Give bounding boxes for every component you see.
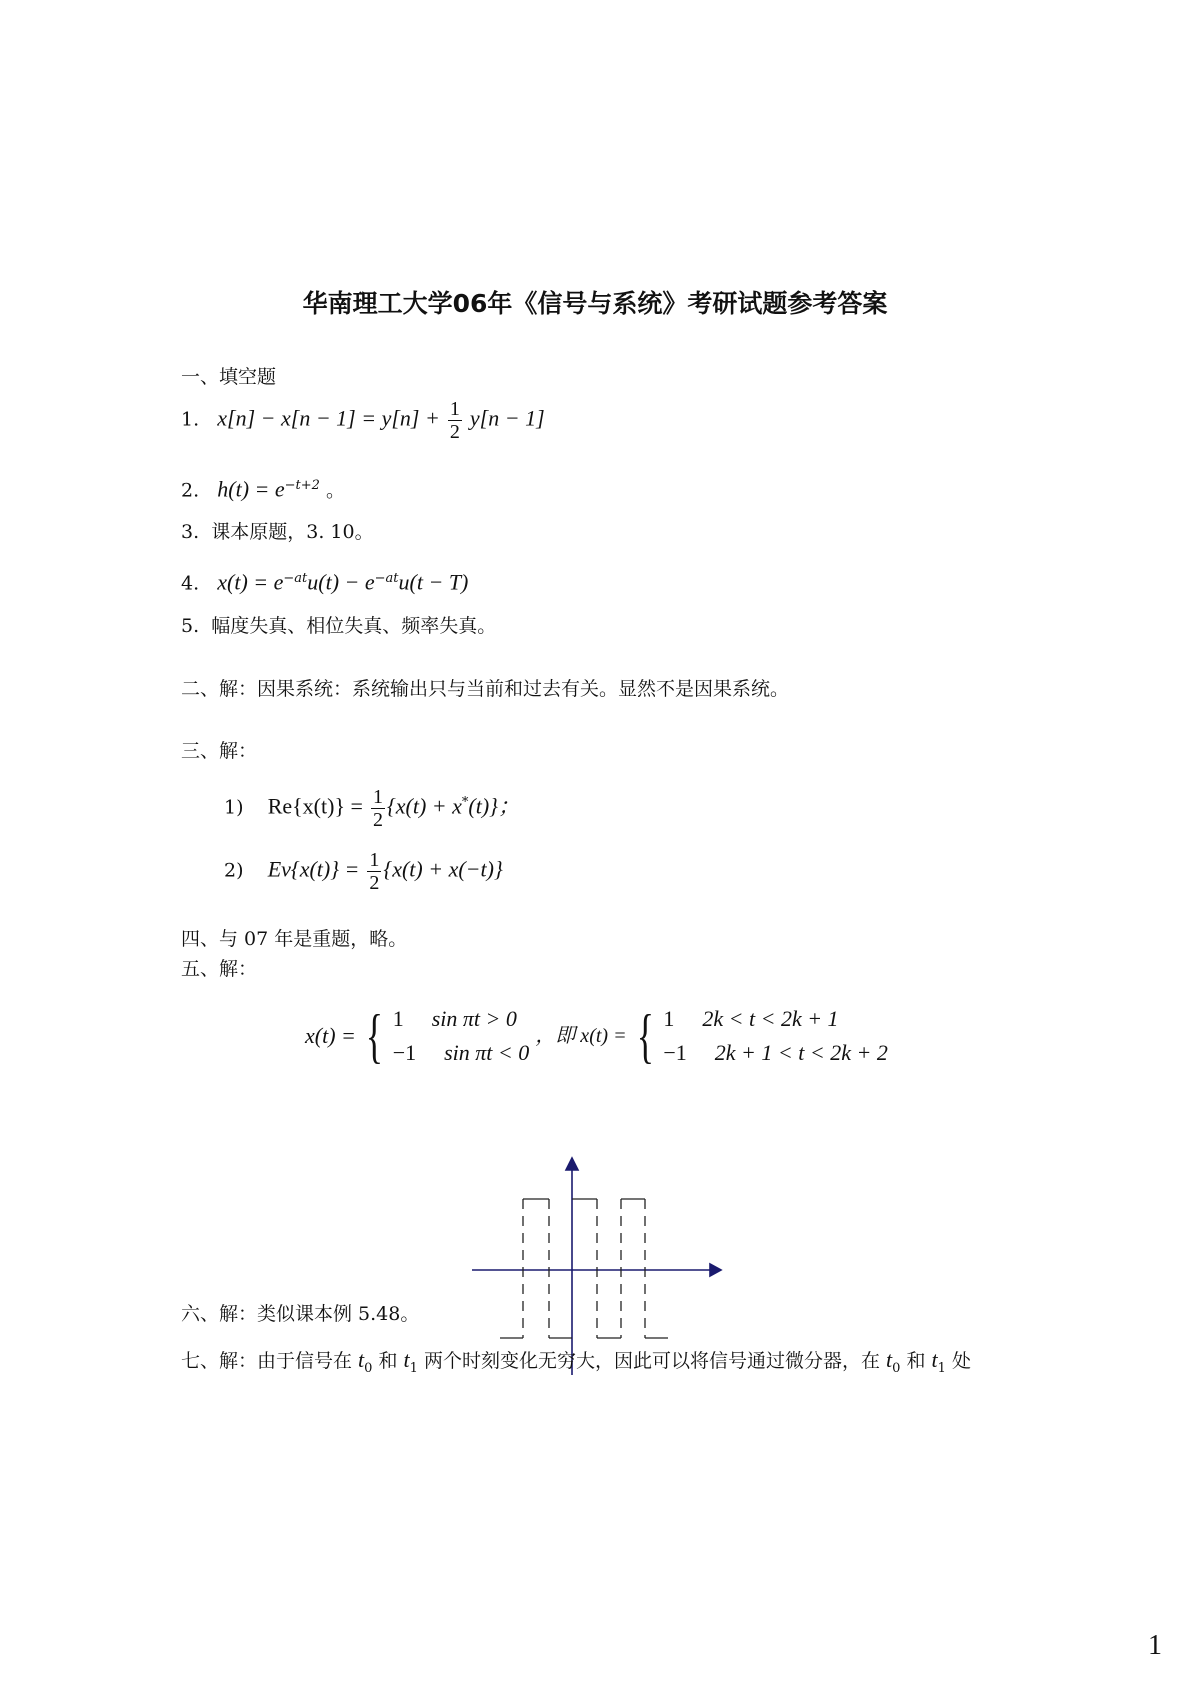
equation: {x(t) + x(−t)}	[383, 856, 503, 882]
part-label: 1)	[224, 796, 244, 819]
subscript: 1	[409, 1360, 418, 1376]
part-label: 2)	[224, 859, 244, 882]
var: t	[358, 1347, 365, 1372]
section-7	[181, 1348, 971, 1381]
var: t	[931, 1347, 938, 1372]
brace: {	[365, 1003, 383, 1069]
square-wave	[500, 1199, 668, 1338]
conjugate-mark: *	[461, 795, 469, 811]
item-number: 5.	[181, 615, 200, 637]
equation: {x(t) + x	[386, 793, 462, 819]
item-number: 1.	[181, 408, 200, 431]
var: t	[886, 1347, 893, 1372]
denominator: 2	[369, 872, 380, 894]
equation: x(t) =	[305, 1023, 356, 1048]
text: 和	[900, 1350, 932, 1372]
denominator: 2	[449, 421, 460, 443]
item-number: 4.	[181, 572, 200, 595]
exponent: −at	[374, 571, 399, 586]
y-axis-arrow-icon	[566, 1158, 578, 1170]
section-3-heading: 三、解：	[181, 740, 258, 762]
value: 1	[392, 1006, 404, 1031]
item-number: 3.	[181, 521, 200, 543]
equation: x(t) = e	[217, 569, 284, 595]
section-6: 六、解：类似课本例 5.48。	[181, 1303, 420, 1325]
answer-text: 课本原题，3. 10。	[211, 521, 374, 543]
equation: Re{x(t)} =	[267, 793, 363, 819]
equation: (t)}；	[468, 793, 520, 819]
section-2: 二、解：因果系统：系统输出只与当前和过去有关。显然不是因果系统。	[181, 678, 790, 700]
x-axis-arrow-icon	[710, 1264, 721, 1276]
equation: Ev{x(t)} =	[267, 856, 360, 882]
page-title: 华南理工大学06年《信号与系统》考研试题参考答案	[302, 289, 888, 318]
text: 七、解：由于信号在	[181, 1350, 359, 1372]
denominator: 2	[372, 809, 383, 831]
answer-text: 幅度失真、相位失真、频率失真。	[211, 615, 497, 637]
item-number: 2.	[181, 479, 200, 502]
condition: 2k < t < 2k + 1	[702, 1006, 839, 1031]
page-number: 1	[1148, 1630, 1162, 1661]
condition: sin πt > 0	[431, 1006, 517, 1031]
numerator: 1	[449, 398, 460, 420]
condition: sin πt < 0	[444, 1040, 530, 1065]
numerator: 1	[372, 786, 383, 808]
equation: u(t − T)	[398, 569, 469, 595]
section-1-heading: 一、填空题	[181, 366, 277, 388]
value: 1	[663, 1006, 675, 1031]
value: −1	[663, 1040, 687, 1065]
equation: u(t) − e	[307, 569, 375, 595]
punct: 。	[325, 479, 345, 502]
text: 两个时刻变化无穷大，因此可以将信号通过微分器，在	[417, 1350, 887, 1372]
var: t	[403, 1347, 410, 1372]
equation: y[n − 1]	[469, 405, 545, 431]
equation: x[n] − x[n − 1] = y[n] +	[217, 405, 440, 431]
section-5-heading: 五、解：	[181, 958, 258, 980]
numerator: 1	[369, 849, 380, 871]
text: 处	[945, 1350, 971, 1372]
exponent: −t+2	[284, 478, 320, 493]
section-4: 四、与 07 年是重题，略。	[181, 928, 408, 950]
condition: 2k + 1 < t < 2k + 2	[714, 1040, 888, 1065]
value: −1	[392, 1040, 417, 1065]
exponent: −at	[283, 571, 308, 586]
equation: ，即 x(t) =	[535, 1025, 627, 1047]
brace: {	[636, 1003, 654, 1069]
subscript: 1	[937, 1360, 946, 1376]
subscript: 0	[892, 1360, 901, 1376]
text: 和	[372, 1350, 404, 1372]
equation: h(t) = e	[217, 476, 285, 502]
subscript: 0	[364, 1360, 373, 1376]
